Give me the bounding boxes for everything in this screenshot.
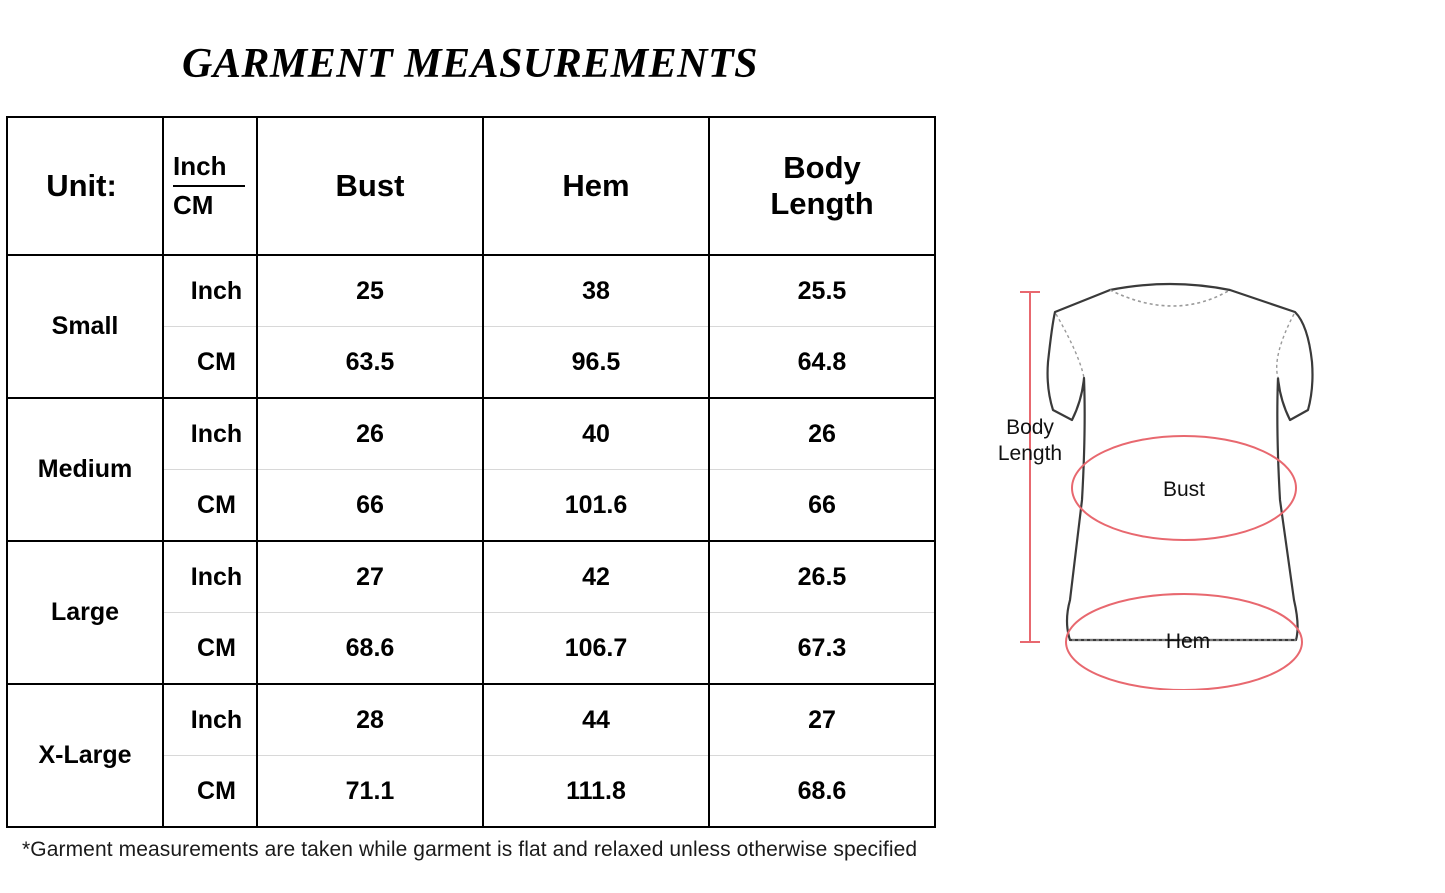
header-unit-label: Unit: <box>7 117 163 255</box>
garment-measurements-table <box>6 116 936 828</box>
table-row <box>7 684 935 756</box>
body-length-label-line2: Length <box>997 442 1063 466</box>
row-size-large: Large <box>7 541 163 684</box>
row-unit-large-inch: Inch <box>163 541 257 613</box>
cell-small-cm-bust: 63.5 <box>257 327 483 399</box>
cell-xlarge-inch-body-length: 27 <box>709 684 935 756</box>
cell-xlarge-inch-bust: 28 <box>257 684 483 756</box>
cell-small-inch-bust: 25 <box>257 255 483 327</box>
cell-large-cm-body-length: 67.3 <box>709 613 935 685</box>
cell-large-inch-bust: 27 <box>257 541 483 613</box>
cell-medium-cm-bust: 66 <box>257 470 483 542</box>
cell-medium-inch-hem: 40 <box>483 398 709 470</box>
header-bust <box>257 117 483 255</box>
row-unit-xlarge-cm: CM <box>163 756 257 828</box>
row-size-xlarge: X-Large <box>7 684 163 827</box>
row-unit-medium-cm: CM <box>163 470 257 542</box>
cell-xlarge-cm-bust: 71.1 <box>257 756 483 828</box>
row-size-medium: Medium <box>7 398 163 541</box>
cell-medium-cm-hem: 101.6 <box>483 470 709 542</box>
row-unit-small-inch: Inch <box>163 255 257 327</box>
bust-label: Bust <box>1162 478 1206 501</box>
body-length-label-line1: Body <box>1006 416 1054 439</box>
cell-xlarge-cm-body-length: 68.6 <box>709 756 935 828</box>
body-length-label <box>985 415 1075 468</box>
row-unit-large-cm: CM <box>163 613 257 685</box>
cell-large-inch-body-length: 26.5 <box>709 541 935 613</box>
header-bust-label: Bust <box>335 168 405 204</box>
header-body-length-line1: Body <box>783 150 861 186</box>
header-unit-inch: Inch <box>173 151 245 187</box>
cell-medium-inch-body-length: 26 <box>709 398 935 470</box>
cell-small-cm-body-length: 64.8 <box>709 327 935 399</box>
header-body-length-line2: Length <box>770 186 874 221</box>
row-unit-medium-inch: Inch <box>163 398 257 470</box>
cell-medium-inch-bust: 26 <box>257 398 483 470</box>
header-hem-label: Hem <box>562 168 630 204</box>
header-unit-cm: CM <box>173 190 214 220</box>
row-unit-xlarge-inch: Inch <box>163 684 257 756</box>
footnote: *Garment measurements are taken while garment is flat and relaxed unless otherwise specified <box>22 838 918 861</box>
header-body-length <box>709 117 935 255</box>
page-title: GARMENT MEASUREMENTS <box>182 41 758 87</box>
row-size-small: Small <box>7 255 163 398</box>
row-unit-small-cm: CM <box>163 327 257 399</box>
cell-large-inch-hem: 42 <box>483 541 709 613</box>
table-header-row <box>7 117 935 255</box>
cell-small-inch-hem: 38 <box>483 255 709 327</box>
cell-large-cm-hem: 106.7 <box>483 613 709 685</box>
table-row <box>7 398 935 470</box>
table-row <box>7 541 935 613</box>
cell-xlarge-inch-hem: 44 <box>483 684 709 756</box>
cell-large-cm-bust: 68.6 <box>257 613 483 685</box>
cell-small-cm-hem: 96.5 <box>483 327 709 399</box>
header-unit-stack <box>163 117 257 255</box>
cell-small-inch-body-length: 25.5 <box>709 255 935 327</box>
cell-medium-cm-body-length: 66 <box>709 470 935 542</box>
table-row <box>7 255 935 327</box>
cell-xlarge-cm-hem: 111.8 <box>483 756 709 828</box>
header-hem <box>483 117 709 255</box>
hem-label: Hem <box>1165 630 1211 653</box>
garment-diagram <box>960 270 1430 690</box>
